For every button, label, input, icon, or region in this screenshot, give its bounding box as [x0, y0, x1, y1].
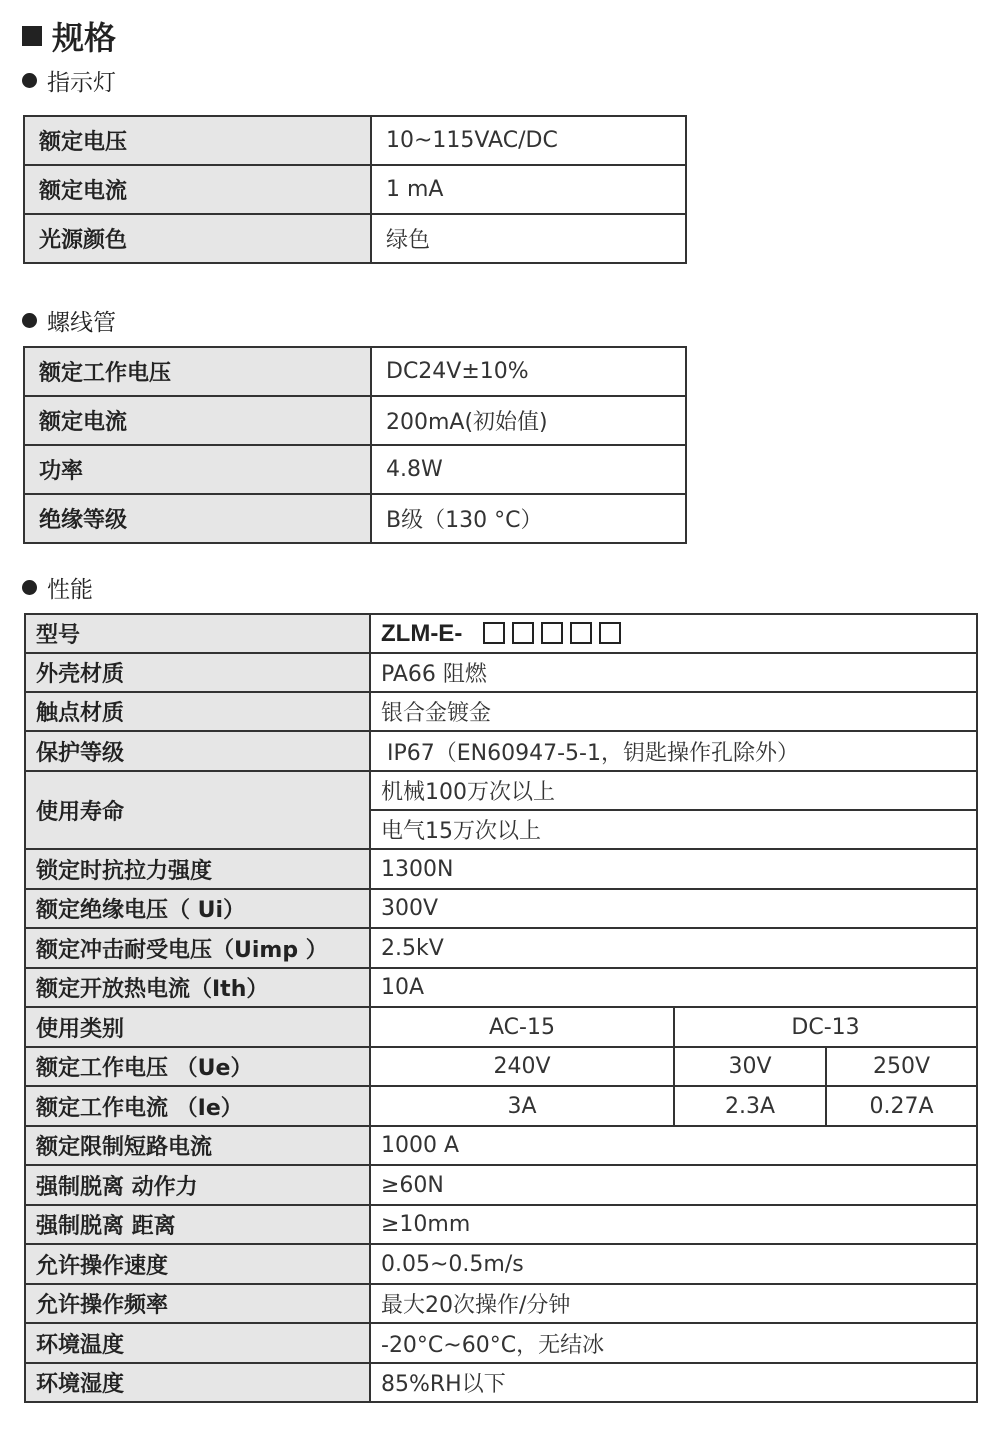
spec-label: 允许操作频率	[25, 1284, 370, 1323]
spec-label: 锁定时抗拉力强度	[25, 849, 370, 889]
spec-value: 0.05~0.5m/s	[370, 1244, 977, 1284]
table-row	[25, 692, 977, 731]
table-row	[24, 214, 686, 263]
spec-value: 2.5kV	[370, 928, 977, 968]
spec-value: B级（130 °C）	[371, 494, 686, 543]
spec-value: 250V	[826, 1047, 977, 1086]
spec-value: 1 mA	[371, 165, 686, 214]
table-row	[25, 1205, 977, 1244]
spec-label: 环境湿度	[25, 1363, 370, 1402]
table-row	[25, 928, 977, 968]
spec-label: 额定冲击耐受电压（Uimp ）	[25, 928, 370, 968]
table-row	[25, 1126, 977, 1165]
table-row	[25, 1323, 977, 1363]
spec-value: 2.3A	[674, 1086, 826, 1126]
table-row	[25, 968, 977, 1007]
spec-label: 强制脱离 距离	[25, 1205, 370, 1244]
spec-value: 0.27A	[826, 1086, 977, 1126]
spec-label: 允许操作速度	[25, 1244, 370, 1284]
spec-value: AC-15	[370, 1007, 674, 1047]
bullet-dot-icon	[22, 313, 37, 328]
bullet-dot-icon	[22, 73, 37, 88]
spec-value: ≥10mm	[370, 1205, 977, 1244]
spec-label: 环境温度	[25, 1323, 370, 1363]
indicator-spec-table	[23, 115, 687, 264]
spec-label: 额定工作电压 （Ue）	[25, 1047, 370, 1086]
table-row	[25, 1165, 977, 1205]
spec-value: 300V	[370, 889, 977, 928]
spec-value: 30V	[674, 1047, 826, 1086]
table-row	[25, 889, 977, 928]
spec-value: DC-13	[674, 1007, 977, 1047]
table-row	[24, 396, 686, 445]
spec-label: 额定电流	[24, 165, 371, 214]
page-title-text: 规格	[52, 19, 117, 57]
solenoid-spec-table	[23, 346, 687, 544]
table-row	[24, 165, 686, 214]
table-row	[24, 116, 686, 165]
spec-value: DC24V±10%	[371, 347, 686, 396]
section-heading-text: 螺线管	[47, 309, 116, 336]
spec-value: -20°C~60°C，无结冰	[370, 1323, 977, 1363]
table-row	[24, 494, 686, 543]
spec-label: 绝缘等级	[24, 494, 371, 543]
spec-value: 1300N	[370, 849, 977, 889]
spec-value: 机械100万次以上	[370, 771, 977, 810]
table-row	[25, 1007, 977, 1047]
option-box-icon	[483, 622, 505, 644]
spec-value: 电气15万次以上	[370, 810, 977, 849]
section-heading-text: 指示灯	[47, 69, 116, 96]
spec-value: 4.8W	[371, 445, 686, 494]
table-row	[25, 849, 977, 889]
spec-label: 额定限制短路电流	[25, 1126, 370, 1165]
section-heading-indicator	[22, 63, 116, 97]
spec-value: 3A	[370, 1086, 674, 1126]
model-code: ZLM-E-	[381, 619, 463, 647]
spec-value: 最大20次操作/分钟	[370, 1284, 977, 1323]
table-row	[25, 1284, 977, 1323]
spec-value: 1000 A	[370, 1126, 977, 1165]
table-row	[24, 347, 686, 396]
table-row	[25, 771, 977, 810]
option-box-icon	[570, 622, 592, 644]
table-row	[25, 1086, 977, 1126]
table-row	[25, 1047, 977, 1086]
spec-value: 200mA(初始值)	[371, 396, 686, 445]
spec-label: 强制脱离 动作力	[25, 1165, 370, 1205]
table-row	[25, 653, 977, 692]
option-box-icon	[512, 622, 534, 644]
bullet-dot-icon	[22, 580, 37, 595]
option-box-icon	[599, 622, 621, 644]
spec-value: 绿色	[371, 214, 686, 263]
section-heading-solenoid	[22, 303, 116, 337]
section-heading-performance	[22, 570, 93, 604]
spec-value: 85%RH以下	[370, 1363, 977, 1402]
performance-spec-table	[24, 613, 978, 1403]
spec-label: 额定绝缘电压（ Ui）	[25, 889, 370, 928]
spec-value: IP67（EN60947-5-1，钥匙操作孔除外）	[370, 731, 977, 771]
spec-label: 保护等级	[25, 731, 370, 771]
spec-label: 功率	[24, 445, 371, 494]
spec-value: 240V	[370, 1047, 674, 1086]
model-cell	[370, 614, 977, 653]
spec-value: ≥60N	[370, 1165, 977, 1205]
spec-label: 型号	[25, 614, 370, 653]
model-option-boxes	[476, 622, 621, 647]
section-heading-text: 性能	[47, 576, 93, 603]
spec-value: 10~115VAC/DC	[371, 116, 686, 165]
spec-label: 额定开放热电流（Ith）	[25, 968, 370, 1007]
table-row	[25, 731, 977, 771]
spec-value: 10A	[370, 968, 977, 1007]
spec-label: 使用类别	[25, 1007, 370, 1047]
spec-label: 额定电压	[24, 116, 371, 165]
spec-label: 光源颜色	[24, 214, 371, 263]
spec-label: 触点材质	[25, 692, 370, 731]
spec-label: 外壳材质	[25, 653, 370, 692]
table-row	[25, 1363, 977, 1402]
table-row	[25, 1244, 977, 1284]
spec-label: 使用寿命	[25, 771, 370, 849]
spec-label: 额定工作电流 （Ie）	[25, 1086, 370, 1126]
spec-label: 额定工作电压	[24, 347, 371, 396]
page-title	[22, 14, 116, 58]
spec-value: 银合金镀金	[370, 692, 977, 731]
table-row	[24, 445, 686, 494]
spec-label: 额定电流	[24, 396, 371, 445]
square-bullet-icon	[22, 26, 42, 46]
option-box-icon	[541, 622, 563, 644]
table-row	[25, 614, 977, 653]
spec-value: PA66 阻燃	[370, 653, 977, 692]
